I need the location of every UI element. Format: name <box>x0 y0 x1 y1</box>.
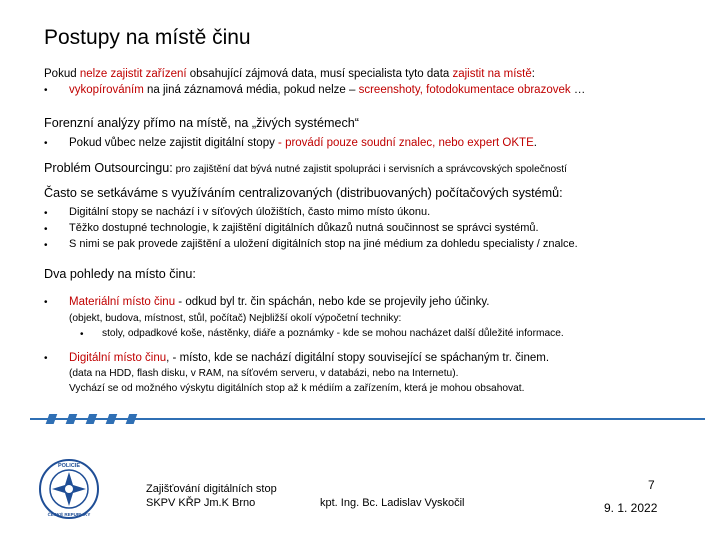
svg-text:POLICIE: POLICIE <box>57 463 81 469</box>
intro-highlight: vykopírováním <box>69 84 144 96</box>
footer-date: 9. 1. 2022 <box>604 501 658 515</box>
bullet-icon: • <box>44 208 48 219</box>
views-heading: Dva pohledy na místo činu: <box>44 267 196 281</box>
bullet-icon: • <box>44 224 48 235</box>
digital-text: , - místo, <box>166 352 215 364</box>
digital-detail: (data na HDD, flash disku, v RAM, na síťovém serveru, v databázi, nebo na Internetu). <box>69 368 459 379</box>
footer-author: kpt. Ing. Bc. Ladislav Vyskočil <box>320 497 465 509</box>
material-line <box>69 296 489 308</box>
bullet-icon: • <box>44 297 48 308</box>
material-text: . <box>486 296 490 308</box>
material-detail: (objekt, budova, místnost, stůl, počítač) Nejbližší okolí výpočetní techniky: <box>69 313 402 324</box>
footer-course <box>146 482 277 510</box>
material-text: - odkud byl tr. čin spáchán, nebo kde se projevily jeho účinky <box>175 296 487 308</box>
digital-highlight: Digitální místo činu <box>69 352 167 364</box>
forensic-bullet <box>69 137 537 149</box>
slide-title: Postupy na místě činu <box>44 26 251 49</box>
intro-text: na jiná záznamová média, pokud nelze – <box>143 84 359 96</box>
forensic-text: Pokud vůbec nelze zajistit digitální stopy <box>69 137 275 149</box>
central-item: Digitální stopy se nachází i v síťových úložištích, často mimo místo úkonu. <box>69 206 431 218</box>
digital-detail: Vychází se od možného výskytu digitálních stop až k médiím a zařízením, která je mohou obsahovat. <box>69 383 525 394</box>
bullet-icon: • <box>44 353 48 364</box>
material-highlight: Materiální místo činu <box>69 296 176 308</box>
central-item: S nimi se pak provede zajištění a uložení digitálních stop na jiné médium za dohledu specialisty / znalce. <box>69 238 578 250</box>
intro-highlight: zajistit na místě <box>452 68 532 80</box>
outsourcing-text: pro zajištění dat bývá nutné zajistit spolupráci i servisních a správcovských společností <box>172 164 567 175</box>
bullet-icon: • <box>44 85 48 96</box>
central-item: Těžko dostupné technologie, k zajištění digitálních důkazů nutná součinnost se správci systémů. <box>69 222 539 234</box>
digital-text: . <box>545 352 550 364</box>
outsourcing-heading: Problém Outsourcingu: <box>44 161 173 175</box>
bullet-icon: • <box>80 329 84 340</box>
bullet-icon: • <box>44 240 48 251</box>
police-logo-icon <box>38 458 100 520</box>
digital-text: kde se nachází digitální stopy související se spáchaným tr. činem <box>214 352 546 364</box>
page-number: 7 <box>648 478 655 492</box>
footer-course-line1: Zajišťování digitálních stop <box>146 483 277 495</box>
digital-line <box>69 352 549 364</box>
central-heading: Často se setkáváme s využíváním centralizovaných (distribuovaných) počítačových systémů: <box>44 186 563 200</box>
outsourcing-line <box>44 159 567 177</box>
intro-line <box>44 68 535 80</box>
footer-stripe <box>30 412 705 426</box>
intro-text: obsahující zájmová data, musí specialista tyto data <box>186 68 453 80</box>
intro-text: : <box>531 68 535 80</box>
forensic-text: . <box>533 137 537 149</box>
footer-course-line2: SKPV KŘP Jm.K Brno <box>146 497 256 509</box>
forensic-heading: Forenzní analýzy přímo na místě, na „živých systémech“ <box>44 116 359 130</box>
material-subitem: stoly, odpadkové koše, nástěnky, diáře a poznámky - kde se mohou nacházet další důležité informace. <box>102 328 564 339</box>
intro-highlight: screenshoty, fotodokumentace obrazovek <box>358 84 571 96</box>
forensic-highlight: - provádí pouze soudní znalec, nebo expert OKTE <box>274 137 534 149</box>
intro-bullet <box>69 84 585 96</box>
intro-text: … <box>570 84 586 96</box>
bullet-icon: • <box>44 138 48 149</box>
intro-highlight: nelze zajistit zařízení <box>79 68 187 80</box>
intro-text: Pokud <box>44 68 80 80</box>
svg-text:ČESKÉ REPUBLIKY: ČESKÉ REPUBLIKY <box>47 512 91 517</box>
